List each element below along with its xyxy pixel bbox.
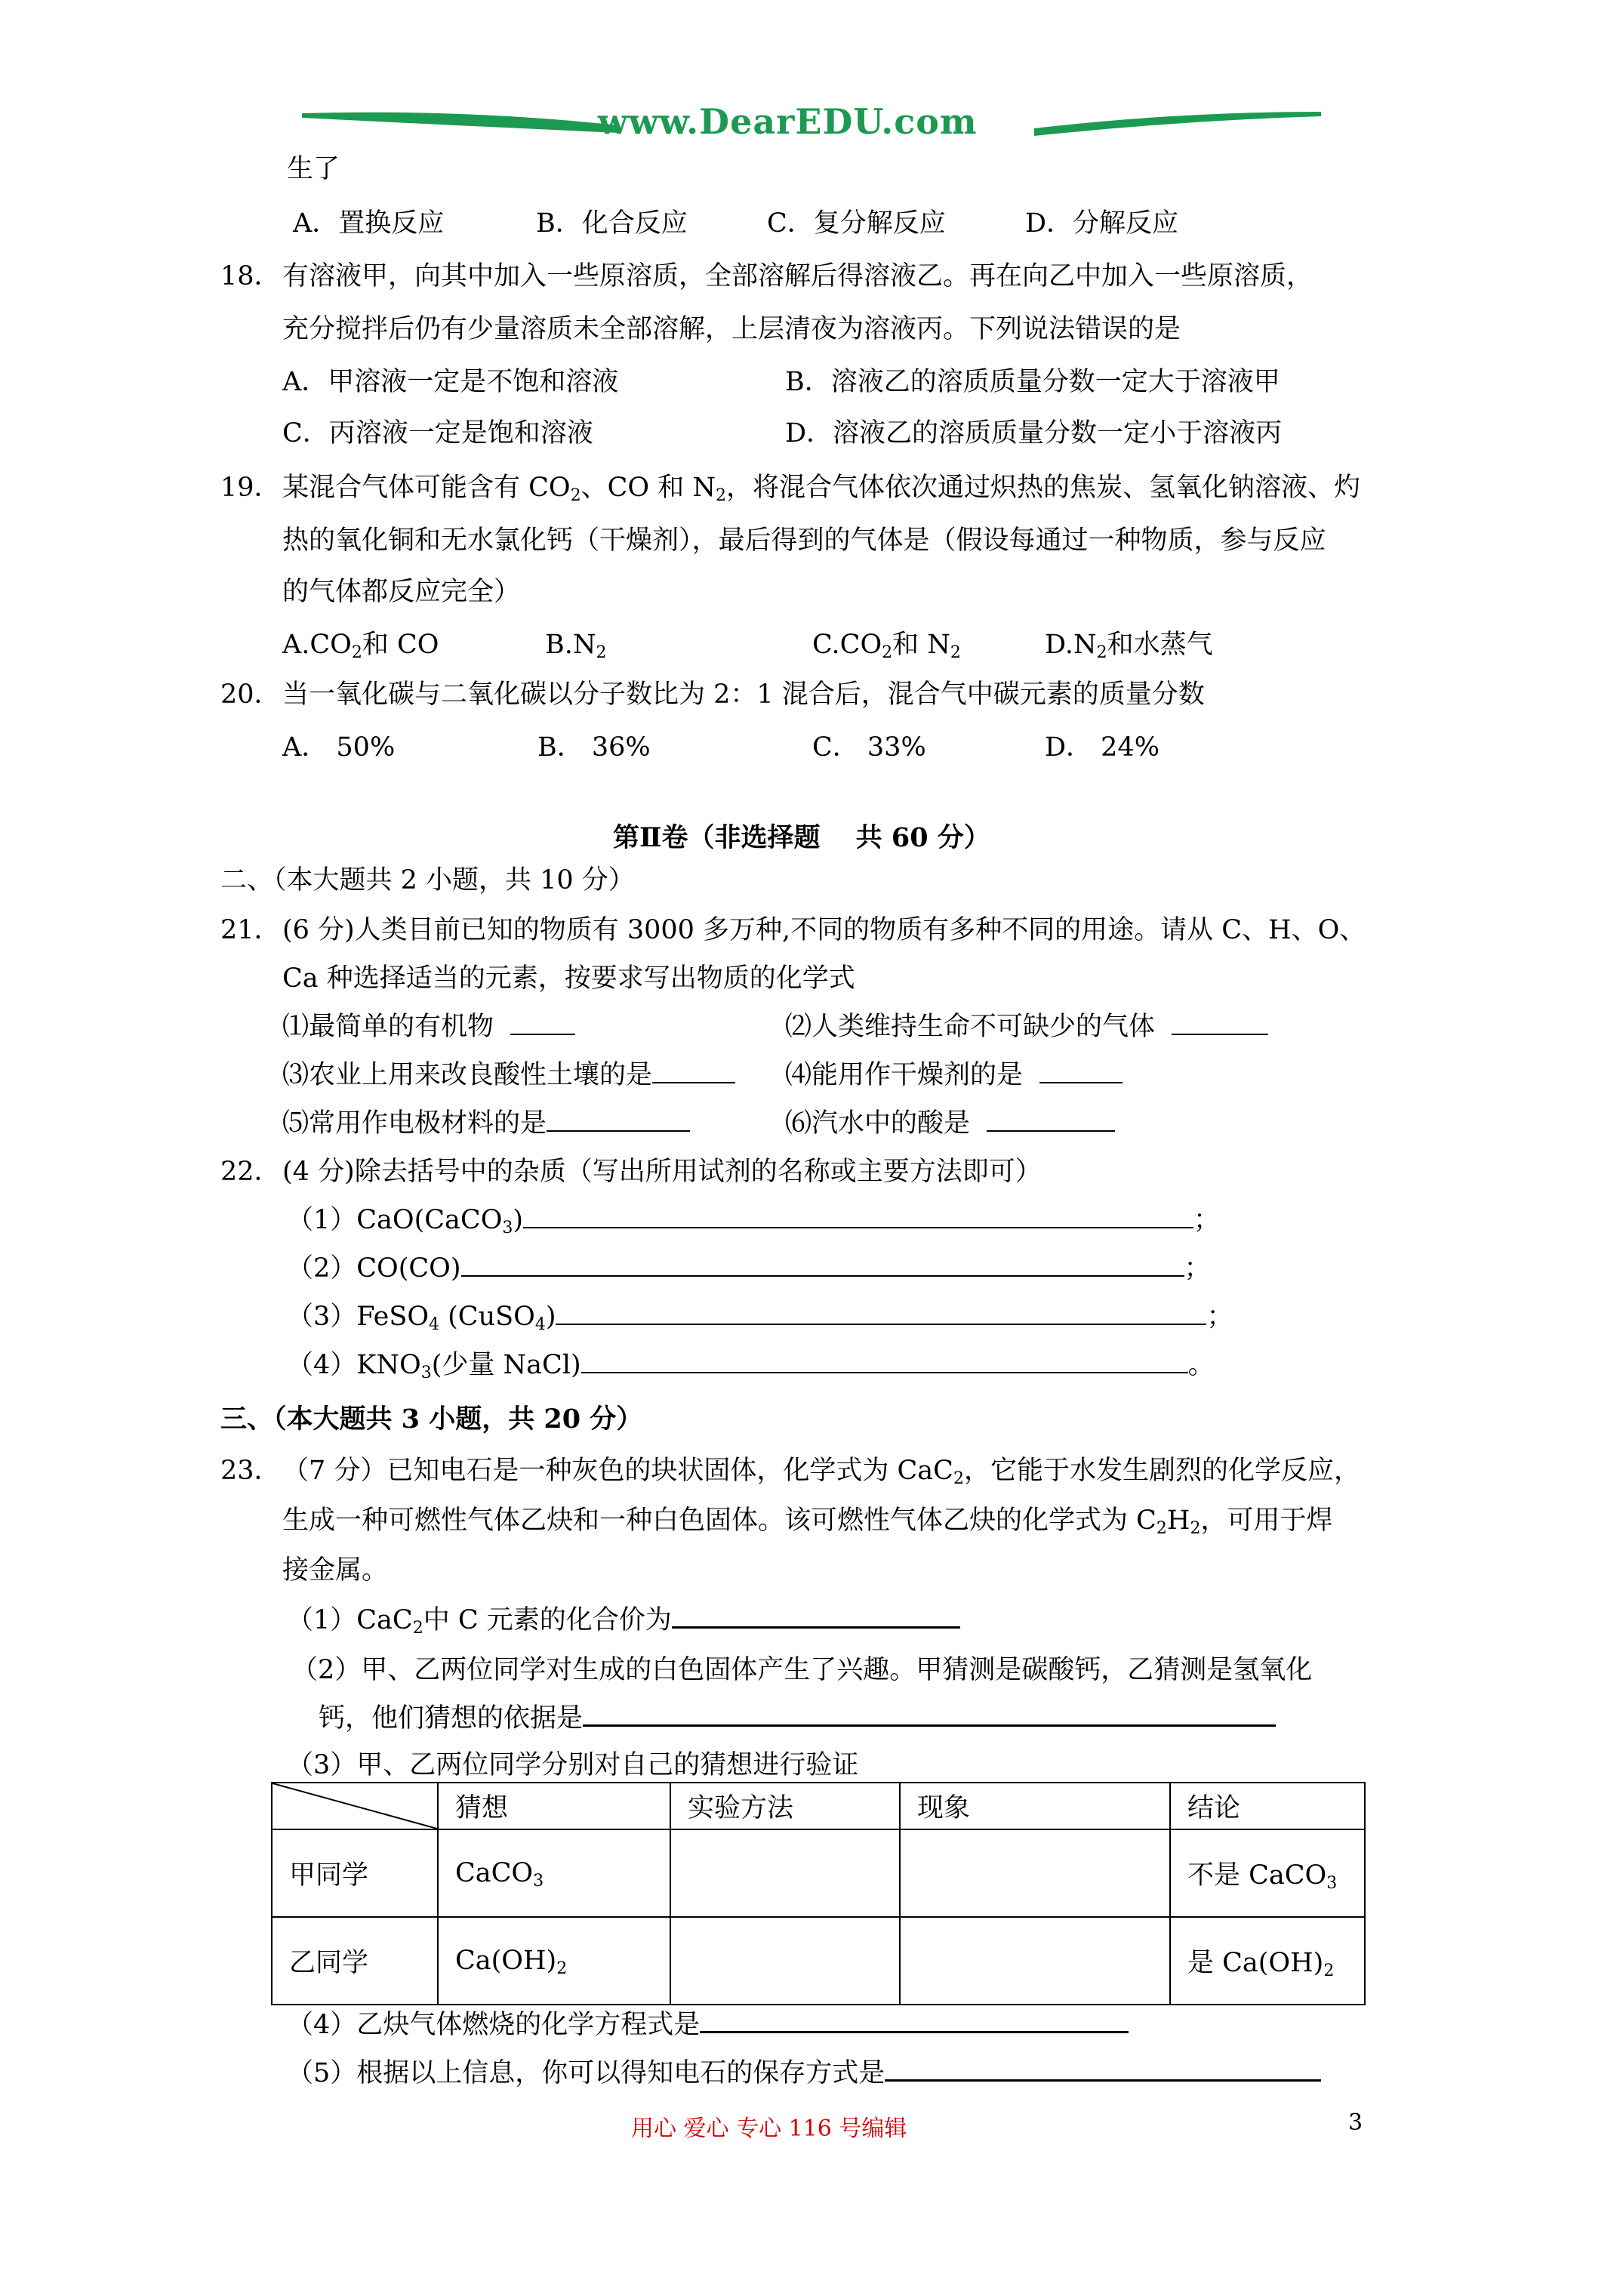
q23-blank-2[interactable] xyxy=(583,1702,1276,1727)
table-corner-cell xyxy=(272,1783,438,1829)
q20-option-a: A． 50% xyxy=(282,732,396,763)
q17-option-a: A．置换反应 xyxy=(293,208,445,239)
q19-option-a: $A.CO_2$和 CO xyxy=(282,630,439,662)
q18-option-b: B．溶液乙的溶质质量分数一定大于溶液甲 xyxy=(785,367,1280,397)
q19-option-b: $B.N_2$ xyxy=(545,630,607,662)
q22-item-1: （1）CaO(CaCO$_3$) ； xyxy=(287,1205,1221,1237)
q17-tail-text: 生了 xyxy=(287,154,340,184)
q18-stem-line1: 有溶液甲，向其中加入一些原溶质，全部溶解后得溶液乙。再在向乙中加入一些原溶质， xyxy=(282,261,1313,291)
q22-blank-2[interactable] xyxy=(461,1253,1184,1277)
q19-stem-line3: 的气体都反应完全） xyxy=(282,577,521,607)
q21-stem-line2: Ca 种选择适当的元素，按要求写出物质的化学式 xyxy=(282,963,855,994)
table-cell-guess: $Ca(OH)_2$ xyxy=(438,1917,670,2005)
table-cell-guess: CaCO$_3$ xyxy=(438,1829,670,1917)
q20-stem: 当一氧化碳与二氧化碳以分子数比为 2：1 混合后，混合气中碳元素的质量分数 xyxy=(282,680,1205,710)
table-row-label: 甲同学 xyxy=(272,1829,438,1917)
q23-blank-5[interactable] xyxy=(885,2057,1321,2082)
q19-option-d: $D.N_2$和水蒸气 xyxy=(1045,630,1213,662)
q23-stem-line2: 生成一种可燃性气体乙炔和一种白色固体。该可燃性气体乙炔的化学式为 $C_2H_2$，可用于焊 xyxy=(282,1505,1333,1538)
footer-editor-note: 用心 爱心 专心 116 号编辑 xyxy=(631,2116,907,2142)
q18-number: 18． xyxy=(220,261,281,291)
q17-option-b: B．化合反应 xyxy=(536,208,688,239)
q22-stem: (4 分)除去括号中的杂质（写出所用试剂的名称或主要方法即可） xyxy=(282,1157,1042,1187)
table-header-row xyxy=(272,1783,1365,1829)
table-header-guess: 猜想 xyxy=(438,1783,670,1829)
q21-item-2: ⑵人类维持生命不可缺少的气体 xyxy=(785,1010,1268,1043)
table-header-phenomenon: 现象 xyxy=(900,1783,1170,1829)
q23-number: 23． xyxy=(220,1456,281,1486)
q22-blank-1[interactable] xyxy=(523,1204,1193,1228)
header-site-logo: www.DearEDU.com xyxy=(598,101,978,142)
q18-option-c: C．丙溶液一定是饱和溶液 xyxy=(282,418,593,448)
q21-item-6: ⑹汽水中的酸是 xyxy=(785,1107,1115,1140)
q17-option-d: D．分解反应 xyxy=(1025,208,1179,239)
q19-number: 19． xyxy=(220,473,281,503)
table-cell-conclusion: 是 $Ca(OH)_2$ xyxy=(1170,1917,1365,2005)
q23-part-5: （5）根据以上信息，你可以得知电石的保存方式是 xyxy=(287,2057,1321,2090)
q22-number: 22． xyxy=(220,1157,281,1187)
q21-blank-3[interactable] xyxy=(652,1059,735,1083)
q21-item-3: ⑶农业上用来改良酸性土壤的是 xyxy=(282,1059,735,1092)
q23-stem-line1: （7 分）已知电石是一种灰色的块状固体，化学式为 CaC$_2$，它能于水发生剧烈的化学反应， xyxy=(282,1456,1360,1488)
table-cell-method[interactable] xyxy=(670,1917,900,2005)
q22-item-2: （2）CO(CO) ； xyxy=(287,1253,1211,1284)
q21-blank-4[interactable] xyxy=(1039,1059,1123,1083)
q23-part-4: （4）乙炔气体燃烧的化学方程式是 xyxy=(287,2008,1129,2042)
q20-option-d: D． 24% xyxy=(1045,732,1160,763)
q23-blank-1[interactable] xyxy=(672,1604,960,1629)
q21-number: 21． xyxy=(220,915,281,945)
header-swoosh-right xyxy=(1034,106,1321,140)
q21-blank-6[interactable] xyxy=(987,1108,1115,1132)
part2-title: 第Ⅱ卷（非选择题 共 60 分） xyxy=(613,822,990,853)
q21-blank-2[interactable] xyxy=(1172,1011,1268,1035)
q20-option-b: B． 36% xyxy=(537,732,651,763)
q21-blank-5[interactable] xyxy=(547,1108,690,1132)
q20-number: 20． xyxy=(220,680,281,710)
table-cell-conclusion: 不是 CaCO$_3$ xyxy=(1170,1829,1365,1917)
table-row xyxy=(272,1917,1365,2005)
q21-stem-line1: (6 分)人类目前已知的物质有 3000 多万种,不同的物质有多种不同的用途。请从 C、H、O、 xyxy=(282,915,1366,945)
experiment-table xyxy=(271,1782,1366,2005)
q23-part-2-line1: （2）甲、乙两位同学对生成的白色固体产生了兴趣。甲猜测是碳酸钙，乙猜测是氢氧化 xyxy=(291,1655,1313,1685)
q19-stem-line1: 某混合气体可能含有 $CO_2$、CO 和 $N_2$，将混合气体依次通过炽热的焦炭、氢氧化钠溶液、灼 xyxy=(282,473,1360,505)
table-cell-phenomenon[interactable] xyxy=(900,1917,1170,2005)
q18-option-a: A．甲溶液一定是不饱和溶液 xyxy=(282,367,619,397)
table-row-label: 乙同学 xyxy=(272,1917,438,2005)
q19-option-c: $C.CO_2$和 $N_2$ xyxy=(812,630,961,662)
q18-option-d: D．溶液乙的溶质质量分数一定小于溶液丙 xyxy=(785,418,1283,448)
q22-item-4: $(4)KNO_3$(少量 NaCl) 。 xyxy=(287,1350,1215,1382)
section3-heading: 三、（本大题共 3 小题，共 20 分） xyxy=(220,1404,643,1435)
table-row xyxy=(272,1829,1365,1917)
q17-option-c: C．复分解反应 xyxy=(767,208,946,239)
table-cell-method[interactable] xyxy=(670,1829,900,1917)
q20-option-c: C． 33% xyxy=(812,732,926,763)
table-header-conclusion: 结论 xyxy=(1170,1783,1365,1829)
table-header-method: 实验方法 xyxy=(670,1783,900,1829)
q21-blank-1[interactable] xyxy=(510,1011,575,1035)
q22-blank-4[interactable] xyxy=(581,1349,1188,1373)
q21-item-4: ⑷能用作干燥剂的是 xyxy=(785,1059,1123,1092)
q19-stem-line2: 热的氧化铜和无水氯化钙（干燥剂），最后得到的气体是（假设每通过一种物质，参与反应 xyxy=(282,525,1326,556)
q23-stem-line3: 接金属。 xyxy=(282,1555,389,1586)
diagonal-line xyxy=(273,1783,437,1829)
q18-stem-line2: 充分搅拌后仍有少量溶质未全部溶解，上层清夜为溶液丙。下列说法错误的是 xyxy=(282,314,1181,344)
q23-part-3: （3）甲、乙两位同学分别对自己的猜想进行验证 xyxy=(287,1750,859,1780)
table-cell-phenomenon[interactable] xyxy=(900,1829,1170,1917)
q21-item-1: ⑴最简单的有机物 xyxy=(282,1010,575,1043)
q22-item-3: （3）FeSO$_4$ (CuSO$_4$) ； xyxy=(287,1302,1233,1334)
header-swoosh-left xyxy=(302,106,619,140)
q22-blank-3[interactable] xyxy=(556,1301,1206,1325)
page-number: 3 xyxy=(1348,2110,1363,2136)
q23-part-1: （1）CaC$_2$中 C 元素的化合价为 xyxy=(287,1604,960,1637)
q23-part-2-line2: 钙，他们猜想的依据是 xyxy=(319,1702,1276,1735)
section2-heading: 二、（本大题共 2 小题，共 10 分） xyxy=(220,865,635,895)
q21-item-5: ⑸常用作电极材料的是 xyxy=(282,1107,690,1140)
q23-blank-4[interactable] xyxy=(700,2008,1129,2033)
